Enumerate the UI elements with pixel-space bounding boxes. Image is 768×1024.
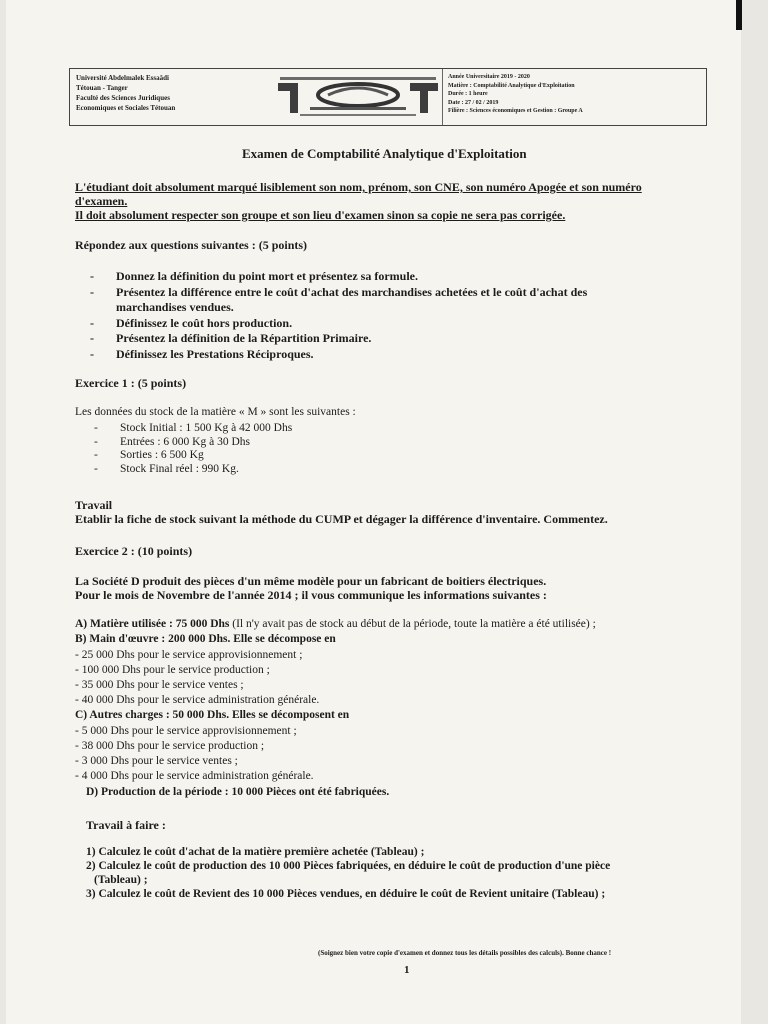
exam-info: Année Universitaire 2019 - 2020 Matière : Comptabilité Analytique d'Exploitation Durée : 1 heure Date : 27 / 02 / 2019 Filière : Sciences économiques et Gestion : Groupe A — [448, 74, 583, 114]
question-item: - Définissez le coût hors production. — [116, 316, 587, 332]
item-b-line: - 40 000 Dhs pour le service administration générale. — [75, 694, 320, 706]
item-c-line: - 38 000 Dhs pour le service production ; — [75, 740, 265, 752]
task-1: 1) Calculez le coût d'achat de la matière première achetée (Tableau) ; — [86, 846, 425, 858]
item-b-line: - 25 000 Dhs pour le service approvisionnement ; — [75, 649, 303, 661]
stock-data-list — [120, 422, 292, 476]
task-3: 3) Calculez le coût de Revient des 10 000 Pièces vendues, en déduire le coût de Revient unitaire (Tableau) ; — [86, 888, 606, 900]
item-b: B) Main d'œuvre : 200 000 Dhs. Elle se décompose en — [75, 633, 336, 645]
task-2-continuation: (Tableau) ; — [94, 874, 148, 886]
question-item: - Présentez la différence entre le coût d'achat des marchandises achetées et le coût d'achat des — [116, 285, 587, 301]
exercise-2-intro-2: Pour le mois de Novembre de l'année 2014 ; il vous communique les informations suivantes : — [75, 588, 547, 602]
exercise-1-travail: Travail — [75, 498, 113, 512]
item-b-line: - 100 000 Dhs pour le service production ; — [75, 664, 270, 676]
item-b-line: - 35 000 Dhs pour le service ventes ; — [75, 679, 244, 691]
stock-data-item: - Stock Initial : 1 500 Kg à 42 000 Dhs — [120, 422, 292, 436]
instruction-line-1: L'étudiant doit absolument marqué lisiblement son nom, prénom, son CNE, son numéro Apogée et son numéro — [75, 180, 642, 194]
footer-note: (Soignez bien votre copie d'examen et donnez tous les détails possibles des calculs). Bonne chance ! — [318, 949, 612, 957]
question-item: - Définissez les Prestations Réciproques. — [116, 347, 587, 363]
exercise-1-intro: Les données du stock de la matière « M » sont les suivantes : — [75, 406, 356, 418]
stock-data-item: - Entrées : 6 000 Kg à 30 Dhs — [120, 436, 292, 450]
question-item-continuation: marchandises vendues. — [116, 300, 234, 314]
exam-header — [69, 68, 707, 126]
exam-title: Examen de Comptabilité Analytique d'Exploitation — [242, 146, 527, 161]
exam-page — [6, 0, 741, 1024]
questions-list — [116, 269, 587, 362]
item-c-line: - 3 000 Dhs pour le service ventes ; — [75, 755, 238, 767]
question-item: - Présentez la définition de la Répartition Primaire. — [116, 331, 587, 347]
instruction-line-3: Il doit absolument respecter son groupe et son lieu d'examen sinon sa copie ne sera pas corrigée. — [75, 208, 566, 222]
item-d: D) Production de la période : 10 000 Pièces ont été fabriquées. — [86, 786, 390, 798]
item-c-line: - 5 000 Dhs pour le service approvisionnement ; — [75, 725, 297, 737]
page-number: 1 — [404, 964, 410, 976]
question-item: - Donnez la définition du point mort et présentez sa formule. — [116, 269, 587, 285]
faculty-logo — [270, 75, 446, 121]
instruction-line-2: d'examen. — [75, 194, 128, 208]
scan-edge-mark — [736, 0, 742, 30]
exercise-1-heading: Exercice 1 : (5 points) — [75, 376, 187, 390]
exercise-2-heading: Exercice 2 : (10 points) — [75, 544, 193, 558]
item-a: A) Matière utilisée : 75 000 Dhs (Il n'y avait pas de stock au début de la période, toute la matière a été utilisée) ; — [75, 618, 596, 630]
header-divider — [442, 69, 443, 125]
stock-data-item: - Stock Final réel : 990 Kg. — [120, 463, 292, 477]
exercise-2-travail: Travail à faire : — [86, 818, 166, 832]
exercise-2-intro-1: La Société D produit des pièces d'un même modèle pour un fabricant de boitiers électriques. — [75, 574, 547, 588]
questions-heading: Répondez aux questions suivantes : (5 points) — [75, 238, 308, 252]
stock-data-item: - Sorties : 6 500 Kg — [120, 449, 292, 463]
university-info: Université Abdelmalek Essaâdi Tétouan - Tanger Faculté des Sciences Juridiques Economiques et Sociales Tétouan — [76, 74, 176, 112]
item-c: C) Autres charges : 50 000 Dhs. Elles se décomposent en — [75, 709, 350, 721]
item-c-line: - 4 000 Dhs pour le service administration générale. — [75, 770, 314, 782]
task-2: 2) Calculez le coût de production des 10 000 Pièces fabriquées, en déduire le coût de production d'une pièce — [86, 860, 611, 872]
exercise-1-task: Etablir la fiche de stock suivant la méthode du CUMP et dégager la différence d'inventaire. Commentez. — [75, 512, 608, 526]
